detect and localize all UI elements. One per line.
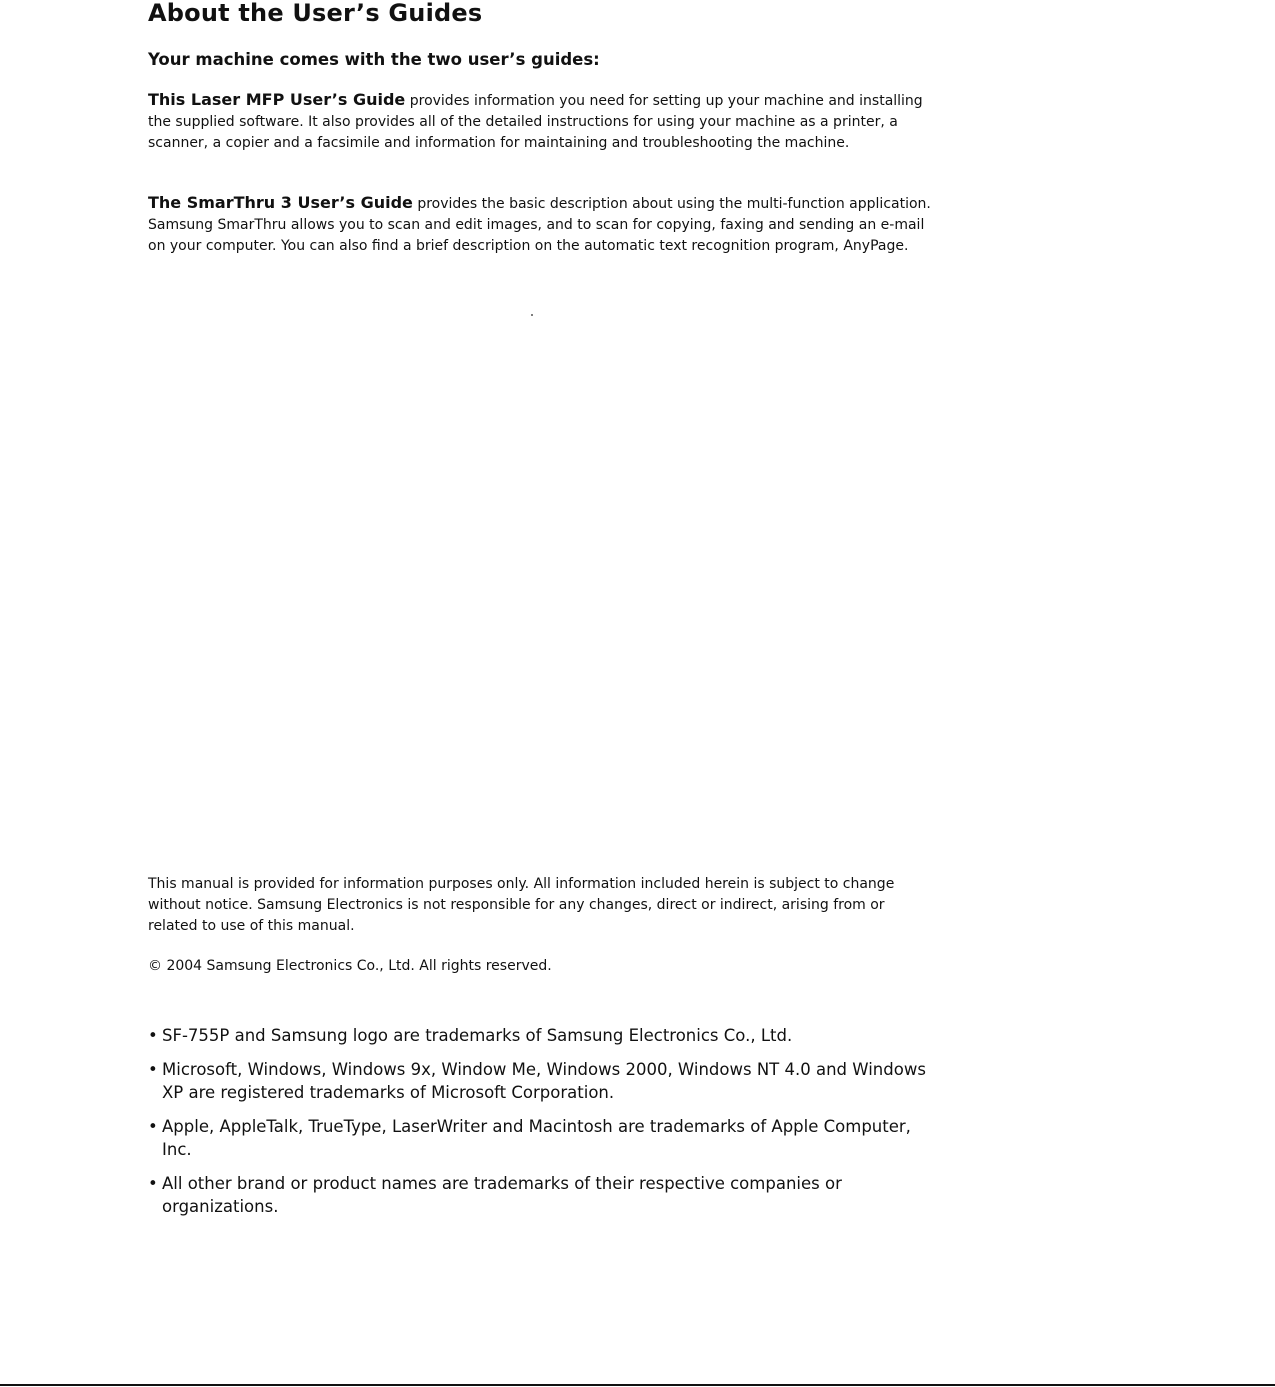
list-item: [148, 1172, 938, 1218]
list-item: [148, 1058, 938, 1104]
smarthru-guide-paragraph: [148, 192, 938, 257]
disclaimer-text: This manual is provided for information purposes only. All information included herein is subject to change without notice. Samsung Electronics is not responsible for any changes, direct or indirect, arising from or related to use of this manual.: [148, 876, 895, 934]
page-bottom-rule: [0, 1384, 1275, 1386]
smarthru-guide-name: The SmarThru 3 User’s Guide: [148, 193, 413, 212]
laser-mfp-guide-description: provides information you need for setting up your machine and installing the supplied software. It also provides all of the detailed instructions for using your machine as a printer, a scanner, a copier and a facsimile and information for maintaining and troubleshooting the machine.: [148, 93, 923, 151]
trademark-text: Apple, AppleTalk, TrueType, LaserWriter and Macintosh are trademarks of Apple Computer, Inc.: [162, 1117, 911, 1159]
trademark-text: SF-755P and Samsung logo are trademarks of Samsung Electronics Co., Ltd.: [162, 1026, 793, 1045]
bullet-icon: •: [148, 1060, 158, 1079]
trademark-list: [148, 1024, 938, 1229]
trademark-text: All other brand or product names are trademarks of their respective companies or organizations.: [162, 1174, 842, 1216]
page-title: About the User’s Guides: [148, 0, 483, 27]
list-item: [148, 1115, 938, 1161]
laser-mfp-guide-paragraph: [148, 89, 938, 154]
scan-speck: [531, 314, 533, 316]
bullet-icon: •: [148, 1026, 158, 1045]
list-item: [148, 1024, 938, 1047]
copyright-notice: © 2004 Samsung Electronics Co., Ltd. All rights reserved.: [148, 958, 552, 974]
trademark-text: Microsoft, Windows, Windows 9x, Window Me, Windows 2000, Windows NT 4.0 and Windows XP are registered trademarks of Microsoft Corporation.: [162, 1060, 926, 1102]
bullet-icon: •: [148, 1117, 158, 1136]
smarthru-guide-description: provides the basic description about using the multi-function application. Samsung SmarThru allows you to scan and edit images, and to scan for copying, faxing and sending an e-mail on your computer. You can also find a brief description on the automatic text recognition program, AnyPage.: [148, 196, 931, 254]
laser-mfp-guide-name: This Laser MFP User’s Guide: [148, 90, 406, 109]
guides-intro-heading: Your machine comes with the two user’s guides:: [148, 50, 600, 69]
bullet-icon: •: [148, 1174, 158, 1193]
